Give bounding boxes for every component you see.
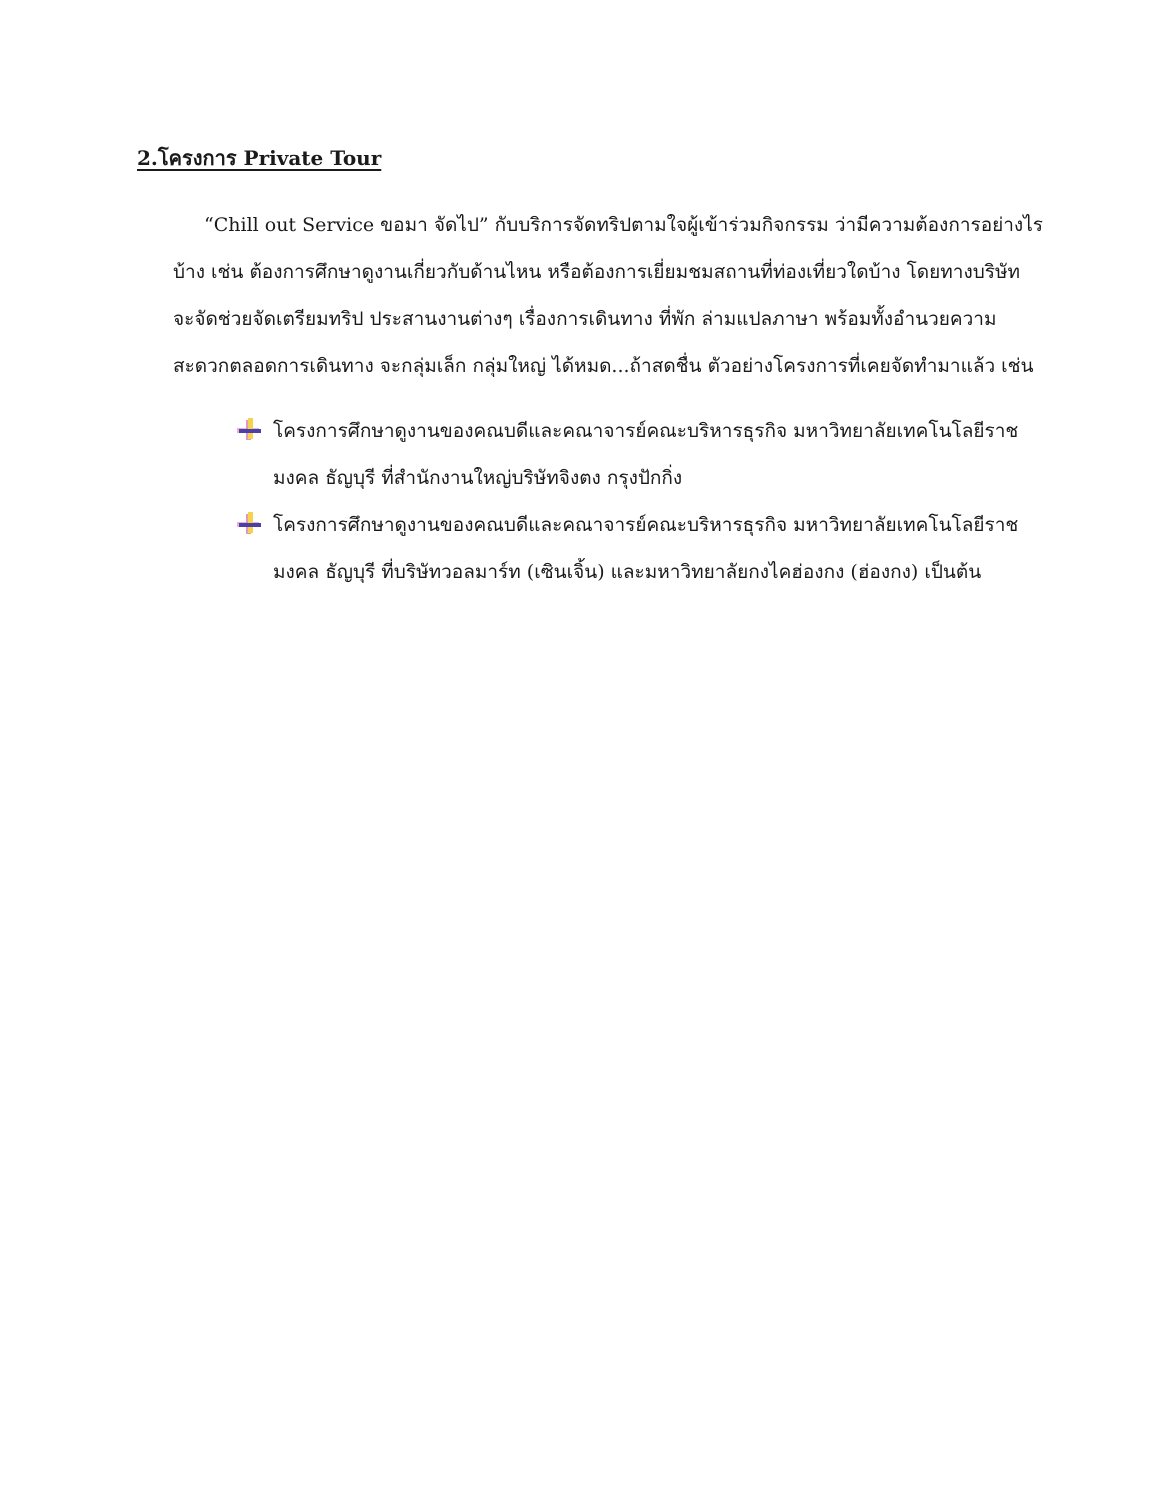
section-heading: 2.โครงการ Private Tour xyxy=(137,146,382,170)
list-item-line: โครงการศึกษาดูงานของคณบดีและคณาจารย์คณะบริหารธุรกิจ มหาวิทยาลัยเทคโนโลยีราช xyxy=(273,420,1019,442)
intro-paragraph xyxy=(173,206,1043,394)
paragraph-line: “Chill out Service ขอมา จัดไป” กับบริการจัดทริปตามใจผู้เข้าร่วมกิจกรรม ว่ามีความต้องการอย่างไร xyxy=(204,214,1043,236)
list-item xyxy=(236,506,1026,600)
list-item-line: โครงการศึกษาดูงานของคณบดีและคณาจารย์คณะบริหารธุรกิจ มหาวิทยาลัยเทคโนโลยีราช xyxy=(273,514,1019,536)
paragraph-line: บ้าง เช่น ต้องการศึกษาดูงานเกี่ยวกับด้านไหน หรือต้องการเยี่ยมชมสถานที่ท่องเที่ยวใดบ้าง โดยทางบริษัท xyxy=(173,261,1021,283)
plus-bullet-icon xyxy=(236,512,262,536)
list-item-line: มงคล ธัญบุรี ที่สำนักงานใหญ่บริษัทจิงตง กรุงปักกิ่ง xyxy=(273,467,683,489)
paragraph-line: สะดวกตลอดการเดินทาง จะกลุ่มเล็ก กลุ่มใหญ่ ได้หมด...ถ้าสดชื่น ตัวอย่างโครงการที่เคยจัดทำมาแล้ว เช่น xyxy=(173,355,1034,377)
paragraph-line: จะจัดช่วยจัดเตรียมทริป ประสานงานต่างๆ เรื่องการเดินทาง ที่พัก ล่ามแปลภาษา พร้อมทั้งอำนวยความ xyxy=(173,308,997,330)
list-item xyxy=(236,412,1026,506)
project-examples-list xyxy=(236,412,1026,600)
list-item-line: มงคล ธัญบุรี ที่บริษัทวอลมาร์ท (เซินเจิ้น) และมหาวิทยาลัยกงไคฮ่องกง (ฮ่องกง) เป็นต้น xyxy=(273,561,982,583)
plus-bullet-icon xyxy=(236,418,262,442)
